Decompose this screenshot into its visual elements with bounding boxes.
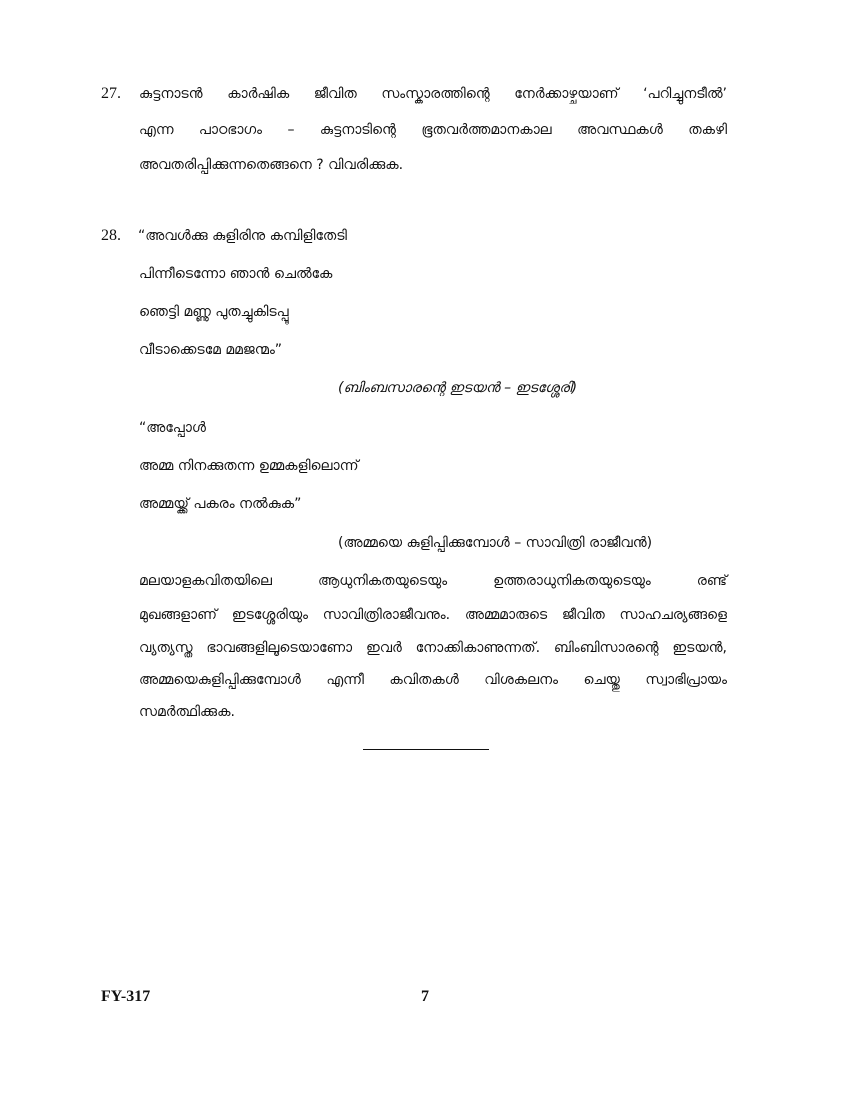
poem2-line: “അപ്പോൾ [139, 420, 206, 436]
poem2-line: അമ്മ നിനക്കുതന്ന ഉമ്മകളിലൊന്ന് [139, 458, 359, 474]
q27-line-2: എന്ന പാഠഭാഗം – കുട്ടനാടിന്റെ ഭൂതവർത്തമാനകാല അവസ്ഥകൾ തകഴി [139, 122, 727, 138]
attribution-savithri-rajeevan: (അമ്മയെ കുളിപ്പിക്കുമ്പോൾ – സാവിത്രി രാജീവൻ) [338, 535, 653, 551]
q28-paragraph-line-1: മലയാളകവിതയിലെ ആധുനികതയുടെയും ഉത്തരാധുനികതയുടെയും രണ്ട് [139, 573, 727, 589]
poem1-line: വീടാക്കെടമേ മമജന്മം” [139, 342, 283, 358]
q28-paragraph-line-5: സമർത്ഥിക്കുക. [139, 704, 235, 720]
poem1-line: ഞെട്ടി മണ്ണു പുതച്ചുകിടപ്പൂ [139, 304, 289, 320]
q27-line-1: കുട്ടനാടൻ കാർഷിക ജീവിത സംസ്കാരത്തിന്റെ നേർക്കാഴ്ചയാണ് ‘പറിച്ചുനടീൽ’ [139, 86, 727, 102]
paper-code: FY-317 [101, 988, 151, 1005]
q28-paragraph-line-4: അമ്മയെകുളിപ്പിക്കുമ്പോൾ എന്നീ കവിതകൾ വിശകലനം ചെയ്തു സ്വാഭിപ്രായം [139, 672, 727, 688]
q28-paragraph-line-2: മുഖങ്ങളാണ് ഇടശ്ശേരിയും സാവിത്രിരാജീവനും. അമ്മമാരുടെ ജീവിത സാഹചര്യങ്ങളെ [139, 607, 727, 623]
q27-line-3: അവതരിപ്പിക്കുന്നതെങ്ങനെ ? വിവരിക്കുക. [139, 157, 404, 173]
poem1-line: “അവൾക്കു കുളിരിനു കമ്പിളിതേടി [138, 228, 347, 244]
page-number: 7 [421, 988, 429, 1005]
poem2-line: അമ്മയ്ക്ക് പകരം നൽകുക” [139, 496, 302, 512]
attribution-idasseri: (ബിംബസാരന്റെ ഇടയൻ – ഇടശ്ശേരി) [338, 380, 578, 396]
end-divider [363, 749, 489, 750]
question-number-27: 27. [101, 85, 121, 102]
poem1-line: പിന്നീടെന്നോ ഞാൻ ചെൽകേ [139, 266, 333, 282]
q28-paragraph-line-3: വ്യത്യസ്ത ഭാവങ്ങളിലൂടെയാണോ ഇവർ നോക്കികാണുന്നത്. ബിംബിസാരന്റെ ഇടയൻ, [139, 640, 727, 656]
question-number-28: 28. [101, 227, 121, 244]
